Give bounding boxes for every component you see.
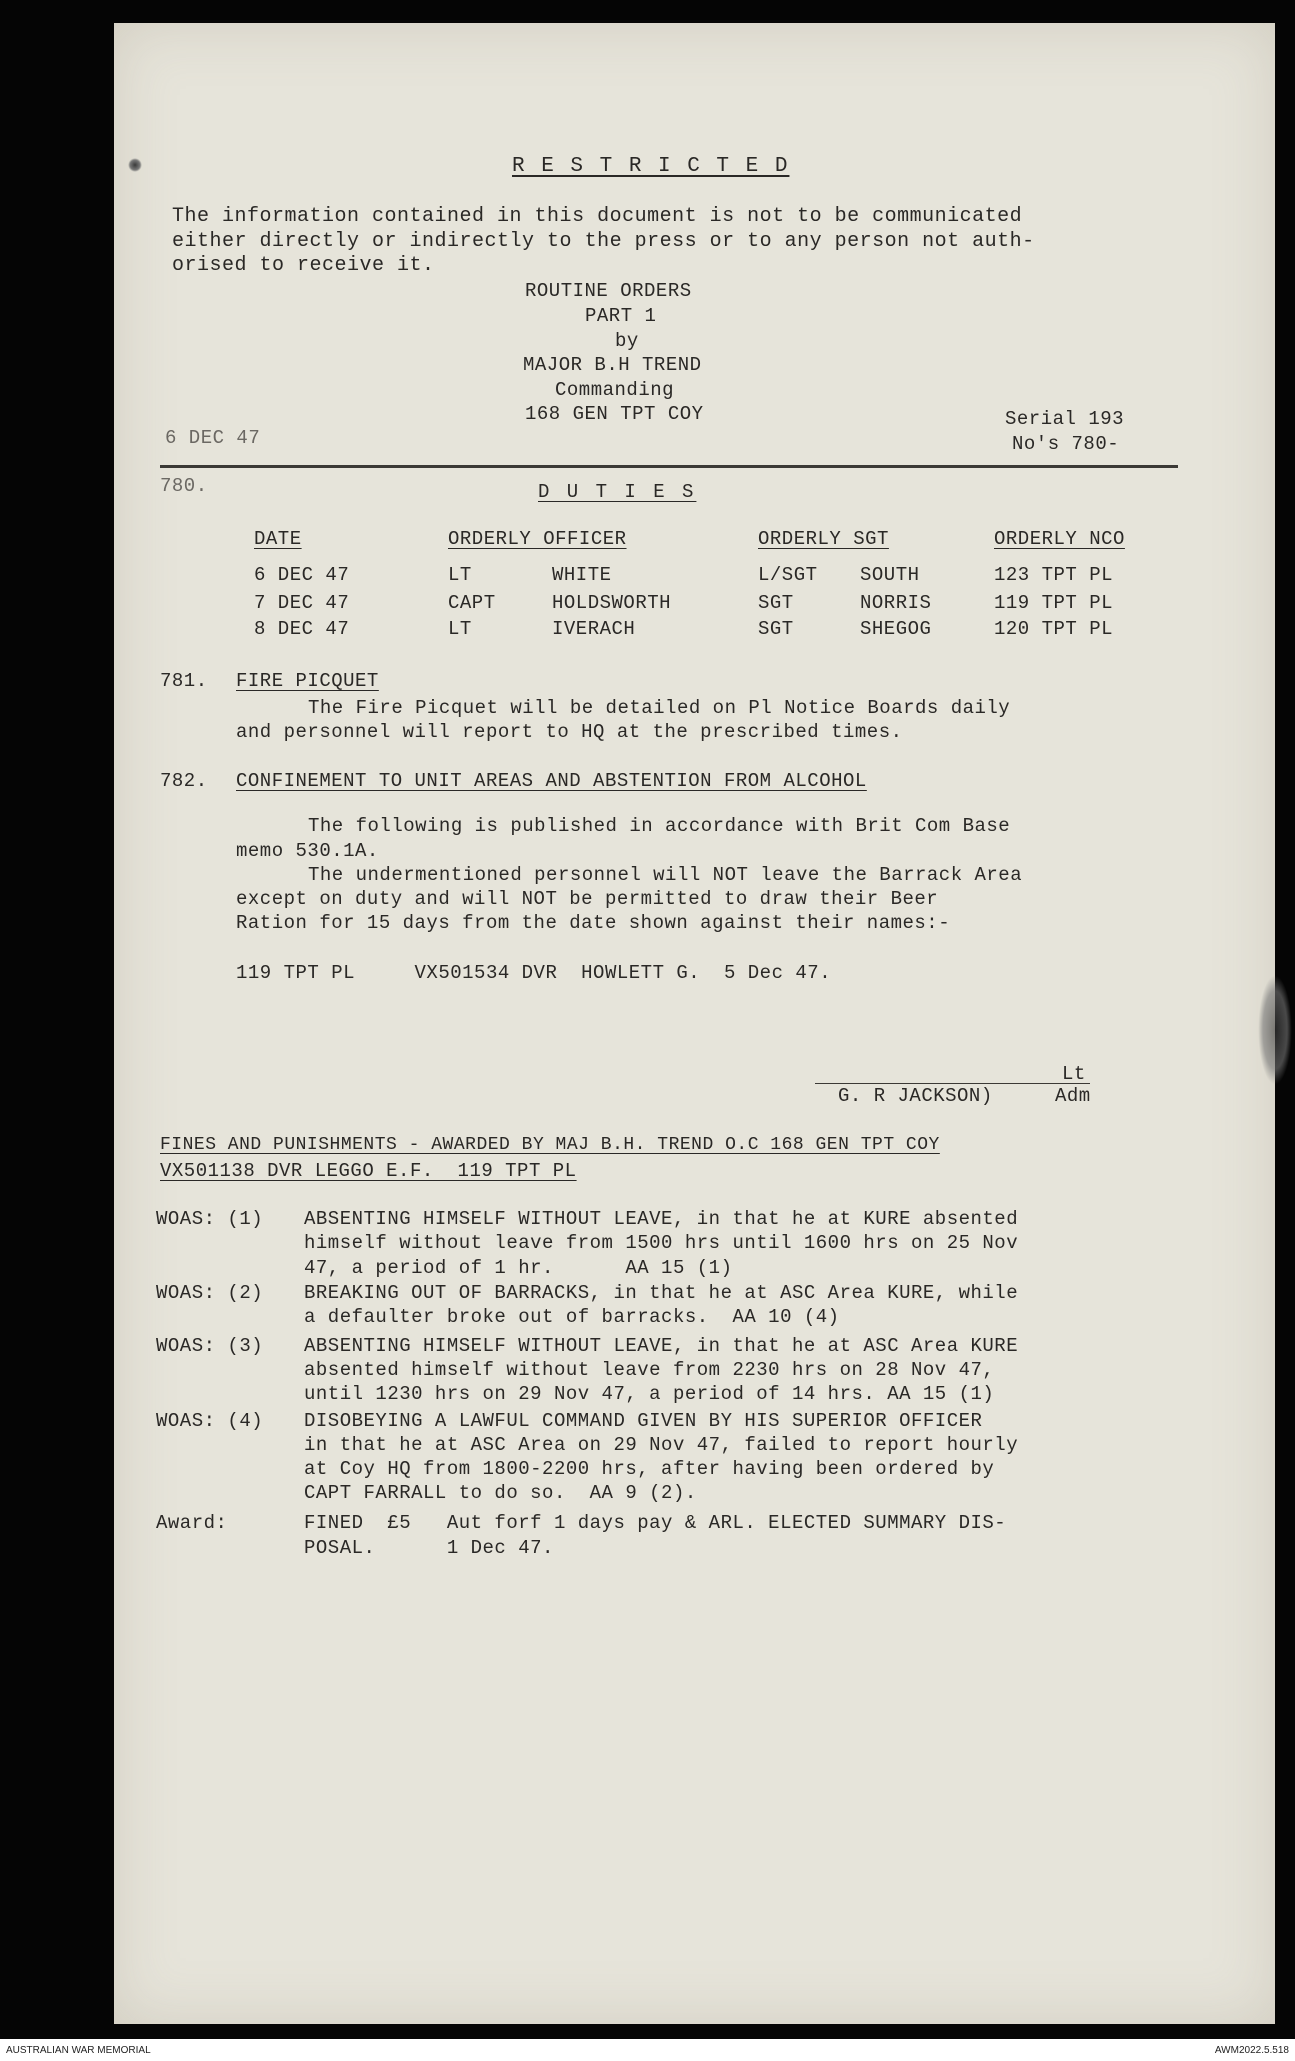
row-officer-name: IVERACH: [552, 618, 636, 640]
title-line-4: MAJOR B.H TREND: [523, 354, 702, 376]
col-orderly-sgt: ORDERLY SGT: [758, 528, 889, 550]
fines-heading: FINES AND PUNISHMENTS - AWARDED BY MAJ B.H. TREND O.C 168 GEN TPT COY: [160, 1135, 940, 1155]
fire-line-1: The Fire Picquet will be detailed on Pl Notice Boards daily: [308, 697, 1011, 719]
charge-text: CAPT FARRALL to do so. AA 9 (2).: [304, 1482, 697, 1504]
duties-number: 780.: [160, 475, 208, 497]
confinement-line-1: The following is published in accordance with Brit Com Base: [308, 815, 1011, 837]
charge-text: until 1230 hrs on 29 Nov 47, a period of 14 hrs. AA 15 (1): [304, 1383, 995, 1405]
confinement-line-4: except on duty and will NOT be permitted to draw their Beer: [236, 888, 939, 910]
row-nco: 123 TPT PL: [994, 564, 1114, 586]
fire-number: 781.: [160, 670, 208, 692]
title-line-1: ROUTINE ORDERS: [525, 280, 692, 302]
footer-institution: AUSTRALIAN WAR MEMORIAL: [6, 2045, 151, 2056]
order-date: 6 DEC 47: [165, 427, 261, 449]
row-sgt-rank: L/SGT: [758, 564, 818, 586]
charge-text: at Coy HQ from 1800-2200 hrs, after having been ordered by: [304, 1458, 995, 1480]
header-divider: [160, 465, 1178, 468]
ink-blot: [128, 158, 142, 172]
row-officer-name: HOLDSWORTH: [552, 592, 672, 614]
charge-text: in that he at ASC Area on 29 Nov 47, failed to report hourly: [304, 1434, 1019, 1456]
order-numbers: No's 780-: [1012, 433, 1120, 455]
charge-text: himself without leave from 1500 hrs until 1600 hrs on 25 Nov: [304, 1232, 1019, 1254]
row-sgt-rank: SGT: [758, 592, 794, 614]
signature-rank: Lt: [1062, 1063, 1086, 1085]
col-orderly-officer: ORDERLY OFFICER: [448, 528, 627, 550]
row-nco: 119 TPT PL: [994, 592, 1114, 614]
row-date: 8 DEC 47: [254, 618, 350, 640]
charge-text: absented himself without leave from 2230 hrs on 28 Nov 47,: [304, 1359, 995, 1381]
charge-text: 47, a period of 1 hr. AA 15 (1): [304, 1257, 733, 1279]
signature-name: G. R JACKSON): [838, 1085, 993, 1107]
confinement-line-5: Ration for 15 days from the date shown against their names:-: [236, 912, 951, 934]
notice-line-1: The information contained in this document is not to be communicated: [172, 205, 1023, 228]
charge-text: ABSENTING HIMSELF WITHOUT LEAVE, in that he at KURE absented: [304, 1208, 1019, 1230]
fire-line-2: and personnel will report to HQ at the prescribed times.: [236, 721, 903, 743]
col-date: DATE: [254, 528, 302, 550]
confinement-heading: CONFINEMENT TO UNIT AREAS AND ABSTENTION FROM ALCOHOL: [236, 770, 867, 792]
damage-mark: [1258, 975, 1292, 1085]
title-line-2: PART 1: [585, 305, 657, 327]
notice-line-3: orised to receive it.: [172, 254, 435, 277]
confinement-number: 782.: [160, 770, 208, 792]
charge-label: WOAS: (1): [156, 1208, 264, 1230]
charge-text: a defaulter broke out of barracks. AA 10 (4): [304, 1306, 840, 1328]
title-line-5: Commanding: [555, 379, 675, 401]
row-officer-rank: CAPT: [448, 592, 496, 614]
row-officer-name: WHITE: [552, 564, 612, 586]
row-date: 7 DEC 47: [254, 592, 350, 614]
row-nco: 120 TPT PL: [994, 618, 1114, 640]
classification-heading: R E S T R I C T E D: [512, 155, 790, 178]
row-sgt-name: SHEGOG: [860, 618, 932, 640]
confinement-entry: 119 TPT PL VX501534 DVR HOWLETT G. 5 Dec 47.: [236, 962, 832, 984]
duties-heading: D U T I E S: [538, 481, 697, 503]
row-sgt-name: NORRIS: [860, 592, 932, 614]
footer-accession: AWM2022.5.518: [1214, 2045, 1289, 2056]
confinement-line-3: The undermentioned personnel will NOT leave the Barrack Area: [308, 864, 1023, 886]
charge-text: BREAKING OUT OF BARRACKS, in that he at ASC Area KURE, while: [304, 1282, 1019, 1304]
title-line-3: by: [615, 330, 639, 352]
serial-number: Serial 193: [1005, 408, 1125, 430]
award-text: FINED £5 Aut forf 1 days pay & ARL. ELECTED SUMMARY DIS-: [304, 1512, 1007, 1534]
title-line-6: 168 GEN TPT COY: [525, 403, 704, 425]
charge-label: WOAS: (3): [156, 1335, 264, 1357]
charge-label: WOAS: (2): [156, 1282, 264, 1304]
signature-appointment: Adm: [1055, 1085, 1091, 1107]
row-officer-rank: LT: [448, 564, 472, 586]
notice-line-2: either directly or indirectly to the press or to any person not auth-: [172, 230, 1035, 253]
award-text: POSAL. 1 Dec 47.: [304, 1537, 554, 1559]
row-sgt-rank: SGT: [758, 618, 794, 640]
row-sgt-name: SOUTH: [860, 564, 920, 586]
fines-subject: VX501138 DVR LEGGO E.F. 119 TPT PL: [160, 1160, 577, 1182]
document-page: [114, 23, 1275, 2024]
charge-text: ABSENTING HIMSELF WITHOUT LEAVE, in that he at ASC Area KURE: [304, 1335, 1019, 1357]
confinement-line-2: memo 530.1A.: [236, 840, 379, 862]
archive-footer: [0, 2039, 1295, 2061]
signature-line: [815, 1083, 1090, 1084]
charge-text: DISOBEYING A LAWFUL COMMAND GIVEN BY HIS SUPERIOR OFFICER: [304, 1410, 983, 1432]
col-orderly-nco: ORDERLY NCO: [994, 528, 1125, 550]
charge-label: WOAS: (4): [156, 1410, 264, 1432]
row-officer-rank: LT: [448, 618, 472, 640]
fire-heading: FIRE PICQUET: [236, 670, 379, 692]
row-date: 6 DEC 47: [254, 564, 350, 586]
award-label: Award:: [156, 1512, 228, 1534]
